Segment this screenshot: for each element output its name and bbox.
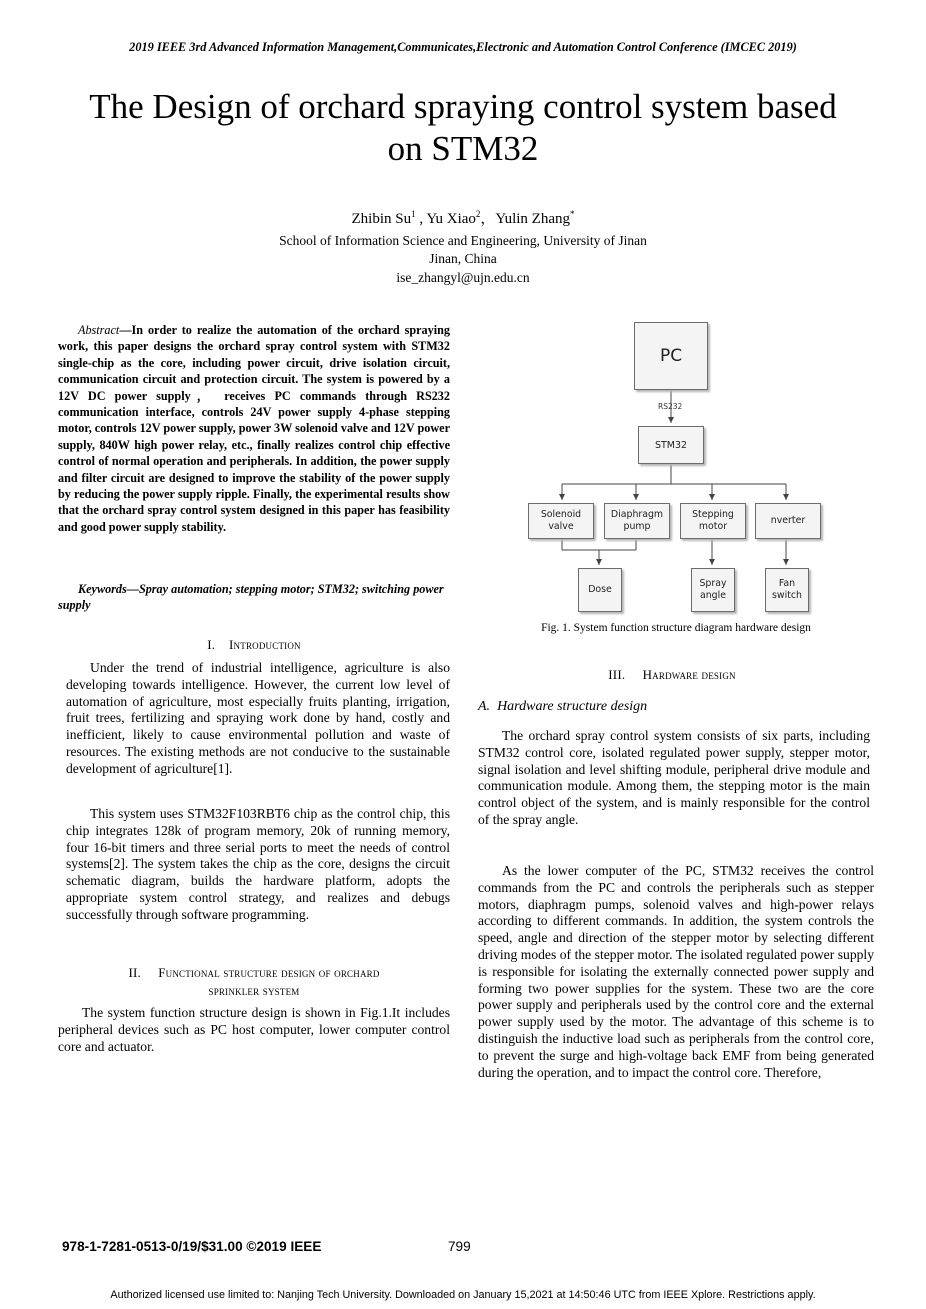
introduction-paragraph-2: This system uses STM32F103RBT6 chip as the control chip, this chip integrates 128k of program memory, 20k of running memory, four 16-bit timers and three serial ports to meet the needs of control systems[2]. The system takes the chip as the core, designs the circuit schematic diagram, builds the hardware platform, adopts the appropriate system control strategy, and realizes and debugs successfully through software programming. (66, 806, 450, 922)
section-title-line-1: Functional structure design of orchard (158, 965, 380, 980)
subsection-title: Hardware structure design (497, 699, 648, 714)
section-heading-hardware (476, 667, 868, 683)
affiliation: School of Information Science and Engineering, University of Jinan (279, 233, 647, 248)
section-number: I. (207, 637, 216, 652)
title-line-2: on STM32 (387, 129, 539, 168)
hardware-paragraph-1: The orchard spray control system consists of six parts, including STM32 control core, isolated regulated power supply, stepper motor, signal isolation and level shifting module, peripheral drive module and communication module. Among them, the stepping motor is the main control object of the system, and is mainly responsible for the control of the spray angle. (478, 728, 870, 827)
abstract (58, 322, 450, 535)
figure-caption: Fig. 1. System function structure diagram hardware design (541, 622, 811, 634)
diaphragm-line-2: pump (623, 521, 651, 532)
fan-switch-box (765, 568, 809, 612)
solenoid-valve-box (528, 503, 594, 539)
spray-line-2: angle (699, 590, 726, 601)
diaphragm-line-1: Diaphragm (610, 509, 664, 520)
isbn-copyright: 978-1-7281-0513-0/19/$31.00 ©2019 IEEE (62, 1239, 322, 1254)
author-list (0, 207, 926, 228)
subsection-label: A. (478, 699, 491, 714)
author-2: Yu Xiao (426, 211, 476, 227)
author-1-mark: 1 (411, 209, 416, 219)
page-number: 799 (448, 1239, 471, 1254)
author-separator-1: , (415, 211, 427, 227)
abstract-dash: — (119, 323, 132, 337)
author-3-mark: * (569, 209, 575, 219)
pc-box (634, 322, 708, 390)
section-title: Introduction (229, 637, 301, 652)
inverter-box (755, 503, 821, 539)
stm32-box (638, 426, 704, 464)
keywords-text: Spray automation; stepping motor; STM32; switching power supply (58, 582, 444, 613)
section-number: III. (608, 667, 626, 682)
section-title-line-2: sprinkler system (208, 983, 300, 998)
abstract-text: In order to realize the automation of the orchard spraying work, this paper designs the orchard spray control system with STM32 single-chip as the core, including power circuit, drive isolation circuit, communication circuit and protection circuit. The system is powered by a 12V DC power supply， receives PC commands through RS232 communication interface, controls 24V power supply 4-phase stepping motor, controls 12V power supply, power 3W solenoid valve and 12V power supply, 840W high power relay, etc., finally realizes control chip effective control of normal operation and peripherals. In addition, the power supply and filter circuit are designed to improve the stability of the power supply by reducing the power supply ripple. Finally, the experimental results show that the orchard spray control system designed in this paper has feasibility and good power supply stability. (58, 323, 450, 534)
hardware-paragraph-2: As the lower computer of the PC, STM32 receives the control commands from the PC and controls the peripherals such as stepper motors, diaphragm pumps, solenoid valves and high-power relays according to different commands. In addition, the system controls the speed, angle and direction of the stepper motor by selecting different driving modes of the stepper motor. The isolated regulated power supply is responsible for isolating the externally connected power supply and forming two power supplies for the system. These two are the core power supply and peripherals used by the control core and the external power supply used by the motor. The advantage of this scheme is to distinguish the inductive load such as peripherals from the control core, to prevent the surge and high-voltage back EMF from being generated during the operation, and to impact the control core. Therefore, (478, 863, 874, 1080)
solenoid-line-1: Solenoid (540, 509, 582, 520)
author-3: Yulin Zhang (495, 211, 570, 227)
fan-line-2: switch (772, 590, 802, 601)
conference-header: 2019 IEEE 3rd Advanced Information Management,Communicates,Electronic and Automation Control Conference (IMCEC 2019) (129, 40, 797, 54)
pc-label: PC (659, 346, 683, 366)
abstract-label: Abstract (78, 323, 120, 337)
section-heading-functional-structure (58, 964, 450, 1000)
author-separator-2: ， (480, 211, 496, 227)
dose-label: Dose (588, 584, 612, 595)
diaphragm-pump-box (604, 503, 670, 539)
paper-title (40, 86, 886, 170)
author-1: Zhibin Su (351, 211, 412, 227)
license-notice: Authorized licensed use limited to: Nanjing Tech University. Downloaded on January 15,2021 at 14:50:46 UTC from IEEE Xplore. Restrictions apply. (110, 1289, 816, 1301)
author-2-mark: 2 (475, 209, 481, 219)
keywords-label: Keywords (78, 582, 127, 596)
introduction-paragraph-1: Under the trend of industrial intelligence, agriculture is also developing towards intelligence. However, the current low level of automation of agriculture, most especially fruits planting, irrigation, fruit trees, fertilizing and spraying work done by hand, costly and inefficient, likely to cause environmental pollution and waste of resources. The existing methods are not conducive to the sustainable development of agriculture[1]. (66, 660, 450, 776)
dose-box (578, 568, 622, 612)
author-email: ise_zhangyl@ujn.edu.cn (396, 270, 530, 285)
section-heading-introduction (58, 637, 450, 653)
affiliation-location: Jinan, China (429, 251, 497, 266)
rs232-label: RS232 (658, 402, 683, 411)
system-structure-diagram (476, 318, 876, 618)
keywords-dash: — (126, 582, 139, 596)
section-title: Hardware design (642, 667, 736, 682)
spray-line-1: Spray (699, 578, 727, 589)
stepping-motor-box (680, 503, 746, 539)
fan-line-1: Fan (778, 578, 796, 589)
functional-paragraph-1: The system function structure design is shown in Fig.1.It includes peripheral devices such as PC host computer, lower computer control core and actuator. (58, 1005, 450, 1054)
solenoid-line-2: valve (548, 521, 574, 532)
spray-angle-box (691, 568, 735, 612)
keywords (58, 581, 450, 614)
title-line-1: The Design of orchard spraying control system based (89, 87, 837, 126)
stepping-line-2: motor (698, 521, 728, 532)
section-number: II. (128, 965, 141, 980)
stm32-label: STM32 (654, 439, 688, 451)
subsection-heading (478, 699, 647, 715)
inverter-label: nverter (770, 515, 806, 526)
stepping-line-1: Stepping (692, 509, 734, 520)
